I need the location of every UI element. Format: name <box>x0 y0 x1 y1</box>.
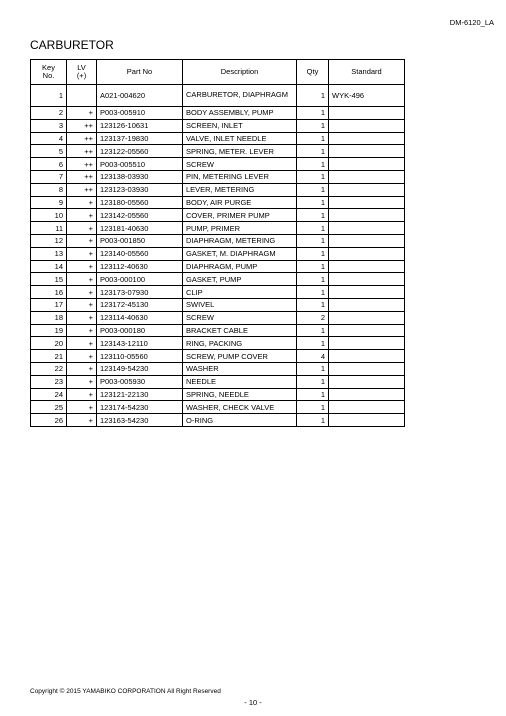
part-no-cell: P003-000100 <box>97 273 183 286</box>
description-cell: DIAPHRAGM, PUMP <box>183 260 297 273</box>
key-no-cell: 4 <box>31 132 67 145</box>
page-title: CARBURETOR <box>30 38 114 52</box>
part-no-cell: 123110-05560 <box>97 350 183 363</box>
key-no-cell: 25 <box>31 401 67 414</box>
parts-table-body <box>31 85 405 427</box>
standard-cell <box>329 170 405 183</box>
description-cell: NEEDLE <box>183 375 297 388</box>
standard-cell <box>329 362 405 375</box>
level-cell: + <box>67 311 97 324</box>
standard-cell <box>329 158 405 171</box>
parts-table <box>30 59 405 427</box>
key-no-cell: 23 <box>31 375 67 388</box>
description-cell: SPRING, NEEDLE <box>183 388 297 401</box>
standard-cell <box>329 145 405 158</box>
table-row <box>31 362 405 375</box>
standard-cell <box>329 401 405 414</box>
description-cell: GASKET, M. DIAPHRAGM <box>183 247 297 260</box>
key-no-cell: 8 <box>31 183 67 196</box>
part-no-cell: P003-001850 <box>97 234 183 247</box>
qty-cell: 1 <box>297 234 329 247</box>
part-no-cell: 123142-05560 <box>97 209 183 222</box>
level-cell: + <box>67 222 97 235</box>
table-row <box>31 401 405 414</box>
column-header-standard: Standard <box>329 60 405 85</box>
part-no-cell: P003-000180 <box>97 324 183 337</box>
standard-cell <box>329 209 405 222</box>
level-cell: ++ <box>67 145 97 158</box>
standard-cell <box>329 107 405 120</box>
part-no-cell: 123173-07930 <box>97 286 183 299</box>
key-no-cell: 17 <box>31 298 67 311</box>
table-row <box>31 170 405 183</box>
part-no-cell: P003-005910 <box>97 107 183 120</box>
standard-cell <box>329 286 405 299</box>
part-no-cell: 123172-45130 <box>97 298 183 311</box>
table-row <box>31 273 405 286</box>
key-no-cell: 5 <box>31 145 67 158</box>
table-row <box>31 107 405 120</box>
table-row <box>31 158 405 171</box>
column-header-key-line1: Key <box>42 62 55 72</box>
description-cell: SCREW, PUMP COVER <box>183 350 297 363</box>
column-header-lv <box>67 60 97 85</box>
description-cell: RING, PACKING <box>183 337 297 350</box>
level-cell: ++ <box>67 158 97 171</box>
qty-cell: 1 <box>297 401 329 414</box>
key-no-cell: 16 <box>31 286 67 299</box>
qty-cell: 2 <box>297 311 329 324</box>
document-code: DM-6120_LA <box>449 18 494 27</box>
level-cell: ++ <box>67 183 97 196</box>
column-header-description: Description <box>183 60 297 85</box>
table-row <box>31 196 405 209</box>
description-cell: SWIVEL <box>183 298 297 311</box>
qty-cell: 1 <box>297 107 329 120</box>
table-row <box>31 247 405 260</box>
description-cell: CLIP <box>183 286 297 299</box>
standard-cell <box>329 324 405 337</box>
part-no-cell: 123163-54230 <box>97 414 183 427</box>
qty-cell: 1 <box>297 222 329 235</box>
qty-cell: 1 <box>297 85 329 107</box>
table-row <box>31 234 405 247</box>
table-row <box>31 222 405 235</box>
description-cell: WASHER, CHECK VALVE <box>183 401 297 414</box>
standard-cell <box>329 273 405 286</box>
qty-cell: 1 <box>297 170 329 183</box>
level-cell: + <box>67 273 97 286</box>
part-no-cell: 123112-40630 <box>97 260 183 273</box>
table-row <box>31 414 405 427</box>
part-no-cell: 123137-19830 <box>97 132 183 145</box>
level-cell: + <box>67 234 97 247</box>
qty-cell: 1 <box>297 273 329 286</box>
part-no-cell: 123180-05560 <box>97 196 183 209</box>
part-no-cell: 123181-40630 <box>97 222 183 235</box>
qty-cell: 1 <box>297 286 329 299</box>
table-row <box>31 145 405 158</box>
key-no-cell: 22 <box>31 362 67 375</box>
level-cell: + <box>67 388 97 401</box>
level-cell: ++ <box>67 170 97 183</box>
standard-cell <box>329 222 405 235</box>
key-no-cell: 20 <box>31 337 67 350</box>
key-no-cell: 15 <box>31 273 67 286</box>
column-header-part-no: Part No <box>97 60 183 85</box>
part-no-cell: 123140-05560 <box>97 247 183 260</box>
standard-cell <box>329 298 405 311</box>
qty-cell: 1 <box>297 158 329 171</box>
description-cell: SPRING, METER. LEVER <box>183 145 297 158</box>
table-row <box>31 286 405 299</box>
standard-cell <box>329 247 405 260</box>
level-cell: + <box>67 414 97 427</box>
qty-cell: 4 <box>297 350 329 363</box>
key-no-cell: 19 <box>31 324 67 337</box>
key-no-cell: 7 <box>31 170 67 183</box>
standard-cell <box>329 234 405 247</box>
description-cell: BODY ASSEMBLY, PUMP <box>183 107 297 120</box>
page-number: - 10 - <box>244 698 262 707</box>
table-row <box>31 85 405 107</box>
description-cell: WASHER <box>183 362 297 375</box>
key-no-cell: 6 <box>31 158 67 171</box>
table-row <box>31 324 405 337</box>
standard-cell <box>329 350 405 363</box>
level-cell: + <box>67 209 97 222</box>
standard-cell <box>329 119 405 132</box>
qty-cell: 1 <box>297 260 329 273</box>
qty-cell: 1 <box>297 209 329 222</box>
description-cell: BODY, AIR PURGE <box>183 196 297 209</box>
standard-cell <box>329 388 405 401</box>
description-cell: SCREEN, INLET <box>183 119 297 132</box>
column-header-key-line2: No. <box>42 71 55 80</box>
level-cell: + <box>67 247 97 260</box>
key-no-cell: 12 <box>31 234 67 247</box>
table-row <box>31 311 405 324</box>
qty-cell: 1 <box>297 183 329 196</box>
description-cell: COVER, PRIMER PUMP <box>183 209 297 222</box>
qty-cell: 1 <box>297 298 329 311</box>
description-cell: LEVER, METERING <box>183 183 297 196</box>
qty-cell: 1 <box>297 196 329 209</box>
level-cell <box>67 85 97 107</box>
qty-cell: 1 <box>297 337 329 350</box>
level-cell: ++ <box>67 119 97 132</box>
table-row <box>31 298 405 311</box>
key-no-cell: 2 <box>31 107 67 120</box>
level-cell: + <box>67 324 97 337</box>
table-row <box>31 260 405 273</box>
description-cell: O-RING <box>183 414 297 427</box>
key-no-cell: 26 <box>31 414 67 427</box>
key-no-cell: 11 <box>31 222 67 235</box>
table-row <box>31 350 405 363</box>
standard-cell <box>329 183 405 196</box>
level-cell: + <box>67 298 97 311</box>
standard-cell <box>329 311 405 324</box>
table-header-row <box>31 60 405 85</box>
key-no-cell: 10 <box>31 209 67 222</box>
key-no-cell: 14 <box>31 260 67 273</box>
table-row <box>31 388 405 401</box>
column-header-qty: Qty <box>297 60 329 85</box>
table-row <box>31 183 405 196</box>
qty-cell: 1 <box>297 388 329 401</box>
level-cell: + <box>67 401 97 414</box>
key-no-cell: 9 <box>31 196 67 209</box>
qty-cell: 1 <box>297 375 329 388</box>
key-no-cell: 1 <box>31 85 67 107</box>
part-no-cell: 123149-54230 <box>97 362 183 375</box>
part-no-cell: 123114-40630 <box>97 311 183 324</box>
part-no-cell: 123121-22130 <box>97 388 183 401</box>
level-cell: + <box>67 260 97 273</box>
column-header-key <box>31 60 67 85</box>
key-no-cell: 13 <box>31 247 67 260</box>
qty-cell: 1 <box>297 132 329 145</box>
table-row <box>31 119 405 132</box>
standard-cell <box>329 196 405 209</box>
part-no-cell: P003-005930 <box>97 375 183 388</box>
description-cell: CARBURETOR, DIAPHRAGM <box>183 85 297 107</box>
part-no-cell: 123123-03930 <box>97 183 183 196</box>
table-row <box>31 132 405 145</box>
description-cell: GASKET, PUMP <box>183 273 297 286</box>
key-no-cell: 21 <box>31 350 67 363</box>
level-cell: + <box>67 196 97 209</box>
level-cell: + <box>67 362 97 375</box>
description-cell: DIAPHRAGM, METERING <box>183 234 297 247</box>
standard-cell <box>329 260 405 273</box>
copyright-notice: Copyright © 2015 YAMABIKO CORPORATION All Right Reserved <box>30 688 221 695</box>
description-cell: BRACKET CABLE <box>183 324 297 337</box>
part-no-cell: 123138-03930 <box>97 170 183 183</box>
level-cell: + <box>67 375 97 388</box>
standard-cell <box>329 132 405 145</box>
description-cell: SCREW <box>183 158 297 171</box>
key-no-cell: 18 <box>31 311 67 324</box>
qty-cell: 1 <box>297 145 329 158</box>
part-no-cell: 123174-54230 <box>97 401 183 414</box>
table-row <box>31 375 405 388</box>
standard-cell <box>329 414 405 427</box>
description-cell: PIN, METERING LEVER <box>183 170 297 183</box>
description-cell: VALVE, INLET NEEDLE <box>183 132 297 145</box>
qty-cell: 1 <box>297 324 329 337</box>
part-no-cell: A021-004620 <box>97 85 183 107</box>
level-cell: ++ <box>67 132 97 145</box>
column-header-lv-line2: (+) <box>76 71 87 80</box>
part-no-cell: 123143-12110 <box>97 337 183 350</box>
table-row <box>31 337 405 350</box>
qty-cell: 1 <box>297 247 329 260</box>
key-no-cell: 3 <box>31 119 67 132</box>
qty-cell: 1 <box>297 414 329 427</box>
standard-cell <box>329 337 405 350</box>
level-cell: + <box>67 107 97 120</box>
level-cell: + <box>67 350 97 363</box>
level-cell: + <box>67 286 97 299</box>
level-cell: + <box>67 337 97 350</box>
standard-cell: WYK-496 <box>329 85 405 107</box>
description-cell: PUMP, PRIMER <box>183 222 297 235</box>
column-header-lv-line1: LV <box>77 62 86 72</box>
part-no-cell: 123122-05560 <box>97 145 183 158</box>
part-no-cell: 123126-10631 <box>97 119 183 132</box>
key-no-cell: 24 <box>31 388 67 401</box>
qty-cell: 1 <box>297 362 329 375</box>
qty-cell: 1 <box>297 119 329 132</box>
description-cell: SCREW <box>183 311 297 324</box>
table-row <box>31 209 405 222</box>
standard-cell <box>329 375 405 388</box>
part-no-cell: P003-005510 <box>97 158 183 171</box>
